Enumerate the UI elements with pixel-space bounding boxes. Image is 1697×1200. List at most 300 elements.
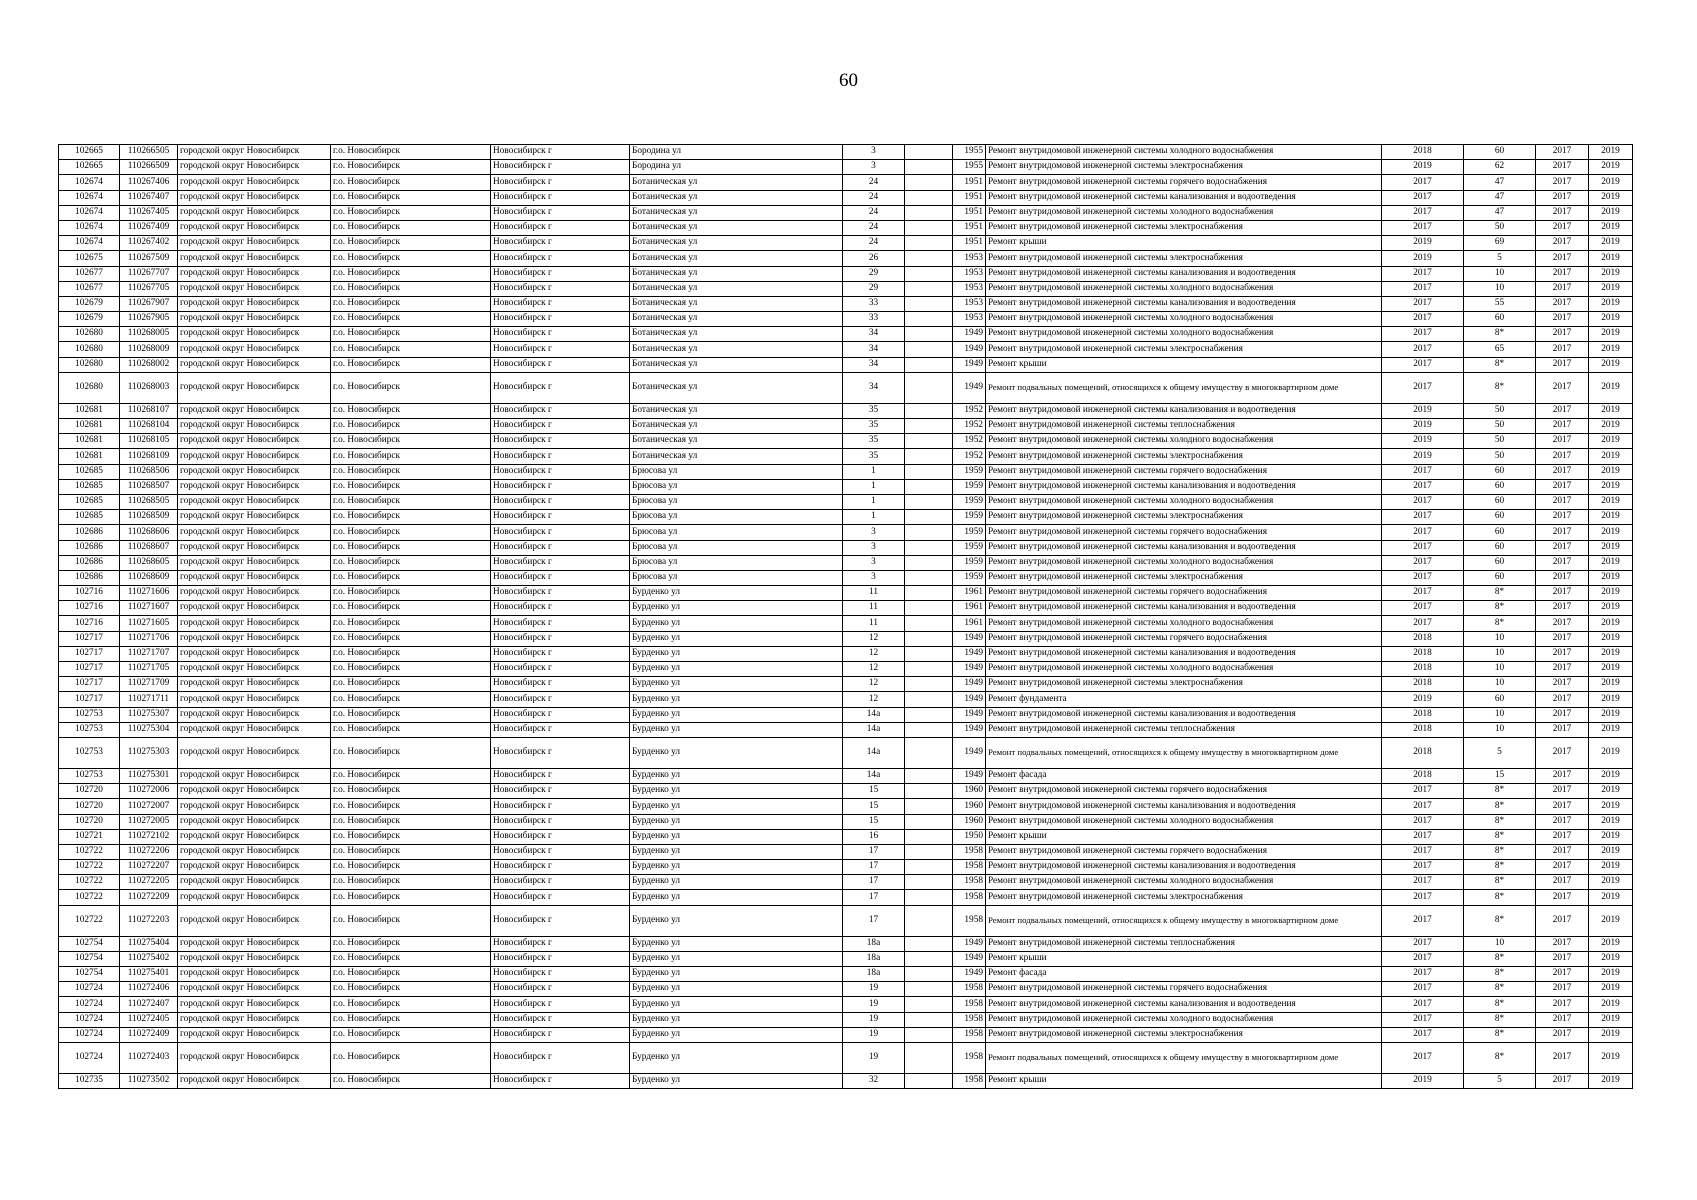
- municipality-cell: городской округ Новосибирск: [178, 494, 331, 509]
- house-number-cell: 34: [843, 372, 905, 403]
- locality-cell: Новосибирск г: [491, 1073, 630, 1088]
- house-number-cell: 14а: [843, 722, 905, 737]
- building-cell: [905, 646, 953, 661]
- planned-year-cell: 2019: [1382, 236, 1464, 251]
- wear-cell: 50: [1464, 449, 1536, 464]
- settlement-cell: г.о. Новосибирск: [331, 768, 491, 783]
- house-number-cell: 17: [843, 905, 905, 936]
- wear-cell: 60: [1464, 692, 1536, 707]
- house-number-cell: 32: [843, 1073, 905, 1088]
- wear-cell: 5: [1464, 251, 1536, 266]
- settlement-cell: г.о. Новосибирск: [331, 449, 491, 464]
- table-body: [59, 145, 1633, 1089]
- construction-year-cell: 1953: [953, 251, 986, 266]
- period-start-cell: 2017: [1536, 905, 1589, 936]
- period-end-cell: 2019: [1589, 494, 1633, 509]
- house-number-cell: 12: [843, 631, 905, 646]
- planned-year-cell: 2017: [1382, 510, 1464, 525]
- planned-year-cell: 2019: [1382, 419, 1464, 434]
- house-id-cell: 102721: [59, 829, 120, 844]
- planned-year-cell: 2017: [1382, 190, 1464, 205]
- object-code-cell: 110268607: [120, 540, 178, 555]
- period-end-cell: 2019: [1589, 616, 1633, 631]
- construction-year-cell: 1958: [953, 860, 986, 875]
- table-row: [59, 327, 1633, 342]
- settlement-cell: г.о. Новосибирск: [331, 1012, 491, 1027]
- settlement-cell: г.о. Новосибирск: [331, 586, 491, 601]
- locality-cell: Новосибирск г: [491, 1012, 630, 1027]
- settlement-cell: г.о. Новосибирск: [331, 982, 491, 997]
- house-number-cell: 3: [843, 145, 905, 160]
- construction-year-cell: 1949: [953, 707, 986, 722]
- house-id-cell: 102680: [59, 357, 120, 372]
- object-code-cell: 110272203: [120, 905, 178, 936]
- municipality-cell: городской округ Новосибирск: [178, 601, 331, 616]
- settlement-cell: г.о. Новосибирск: [331, 190, 491, 205]
- house-id-cell: 102680: [59, 327, 120, 342]
- object-code-cell: 110272407: [120, 997, 178, 1012]
- municipality-cell: городской округ Новосибирск: [178, 997, 331, 1012]
- street-cell: Бурденко ул: [630, 722, 843, 737]
- construction-year-cell: 1952: [953, 434, 986, 449]
- settlement-cell: г.о. Новосибирск: [331, 555, 491, 570]
- municipality-cell: городской округ Новосибирск: [178, 905, 331, 936]
- period-end-cell: 2019: [1589, 419, 1633, 434]
- municipality-cell: городской округ Новосибирск: [178, 357, 331, 372]
- planned-year-cell: 2019: [1382, 434, 1464, 449]
- locality-cell: Новосибирск г: [491, 236, 630, 251]
- house-number-cell: 17: [843, 844, 905, 859]
- wear-cell: 8*: [1464, 860, 1536, 875]
- house-id-cell: 102674: [59, 236, 120, 251]
- municipality-cell: городской округ Новосибирск: [178, 951, 331, 966]
- building-cell: [905, 1073, 953, 1088]
- locality-cell: Новосибирск г: [491, 205, 630, 220]
- construction-year-cell: 1951: [953, 220, 986, 235]
- work-type-cell: Ремонт внутридомовой инженерной системы электроснабжения: [986, 220, 1382, 235]
- house-id-cell: 102681: [59, 434, 120, 449]
- work-type-cell: Ремонт внутридомовой инженерной системы электроснабжения: [986, 251, 1382, 266]
- building-cell: [905, 175, 953, 190]
- house-id-cell: 102677: [59, 266, 120, 281]
- table-row: [59, 434, 1633, 449]
- wear-cell: 5: [1464, 737, 1536, 768]
- house-id-cell: 102724: [59, 1012, 120, 1027]
- house-id-cell: 102685: [59, 464, 120, 479]
- building-cell: [905, 205, 953, 220]
- object-code-cell: 110271606: [120, 586, 178, 601]
- planned-year-cell: 2017: [1382, 860, 1464, 875]
- planned-year-cell: 2017: [1382, 997, 1464, 1012]
- building-cell: [905, 601, 953, 616]
- house-number-cell: 1: [843, 479, 905, 494]
- construction-year-cell: 1951: [953, 236, 986, 251]
- construction-year-cell: 1958: [953, 875, 986, 890]
- house-id-cell: 102681: [59, 449, 120, 464]
- house-id-cell: 102681: [59, 403, 120, 418]
- period-start-cell: 2017: [1536, 266, 1589, 281]
- settlement-cell: г.о. Новосибирск: [331, 145, 491, 160]
- wear-cell: 8*: [1464, 327, 1536, 342]
- street-cell: Бурденко ул: [630, 844, 843, 859]
- object-code-cell: 110268104: [120, 419, 178, 434]
- period-end-cell: 2019: [1589, 403, 1633, 418]
- municipality-cell: городской округ Новосибирск: [178, 464, 331, 479]
- house-id-cell: 102720: [59, 784, 120, 799]
- house-id-cell: 102753: [59, 707, 120, 722]
- house-id-cell: 102665: [59, 145, 120, 160]
- locality-cell: Новосибирск г: [491, 601, 630, 616]
- municipality-cell: городской округ Новосибирск: [178, 784, 331, 799]
- building-cell: [905, 281, 953, 296]
- construction-year-cell: 1949: [953, 951, 986, 966]
- table-row: [59, 1027, 1633, 1042]
- work-type-cell: Ремонт внутридомовой инженерной системы горячего водоснабжения: [986, 844, 1382, 859]
- settlement-cell: г.о. Новосибирск: [331, 510, 491, 525]
- construction-year-cell: 1949: [953, 692, 986, 707]
- work-type-cell: Ремонт крыши: [986, 829, 1382, 844]
- locality-cell: Новосибирск г: [491, 327, 630, 342]
- building-cell: [905, 722, 953, 737]
- locality-cell: Новосибирск г: [491, 570, 630, 585]
- building-cell: [905, 829, 953, 844]
- work-type-cell: Ремонт внутридомовой инженерной системы теплоснабжения: [986, 419, 1382, 434]
- building-cell: [905, 220, 953, 235]
- locality-cell: Новосибирск г: [491, 677, 630, 692]
- planned-year-cell: 2017: [1382, 296, 1464, 311]
- work-type-cell: Ремонт фасада: [986, 768, 1382, 783]
- building-cell: [905, 982, 953, 997]
- settlement-cell: г.о. Новосибирск: [331, 936, 491, 951]
- object-code-cell: 110268509: [120, 510, 178, 525]
- street-cell: Брюсова ул: [630, 510, 843, 525]
- settlement-cell: г.о. Новосибирск: [331, 403, 491, 418]
- house-id-cell: 102686: [59, 525, 120, 540]
- building-cell: [905, 875, 953, 890]
- wear-cell: 60: [1464, 145, 1536, 160]
- period-end-cell: 2019: [1589, 860, 1633, 875]
- object-code-cell: 110272007: [120, 799, 178, 814]
- locality-cell: Новосибирск г: [491, 860, 630, 875]
- building-cell: [905, 419, 953, 434]
- building-cell: [905, 570, 953, 585]
- table-row: [59, 220, 1633, 235]
- period-end-cell: 2019: [1589, 737, 1633, 768]
- house-id-cell: 102716: [59, 586, 120, 601]
- house-number-cell: 33: [843, 312, 905, 327]
- settlement-cell: г.о. Новосибирск: [331, 251, 491, 266]
- wear-cell: 8*: [1464, 616, 1536, 631]
- municipality-cell: городской округ Новосибирск: [178, 555, 331, 570]
- settlement-cell: г.о. Новосибирск: [331, 951, 491, 966]
- building-cell: [905, 936, 953, 951]
- construction-year-cell: 1951: [953, 205, 986, 220]
- table-row: [59, 586, 1633, 601]
- settlement-cell: г.о. Новосибирск: [331, 784, 491, 799]
- work-type-cell: Ремонт внутридомовой инженерной системы холодного водоснабжения: [986, 145, 1382, 160]
- locality-cell: Новосибирск г: [491, 722, 630, 737]
- planned-year-cell: 2018: [1382, 662, 1464, 677]
- house-number-cell: 24: [843, 205, 905, 220]
- wear-cell: 60: [1464, 525, 1536, 540]
- street-cell: Ботаническая ул: [630, 434, 843, 449]
- street-cell: Бурденко ул: [630, 784, 843, 799]
- wear-cell: 10: [1464, 677, 1536, 692]
- municipality-cell: городской округ Новосибирск: [178, 844, 331, 859]
- municipality-cell: городской округ Новосибирск: [178, 434, 331, 449]
- work-type-cell: Ремонт внутридомовой инженерной системы канализования и водоотведения: [986, 860, 1382, 875]
- house-number-cell: 24: [843, 190, 905, 205]
- street-cell: Ботаническая ул: [630, 372, 843, 403]
- construction-year-cell: 1953: [953, 266, 986, 281]
- period-end-cell: 2019: [1589, 875, 1633, 890]
- wear-cell: 50: [1464, 419, 1536, 434]
- construction-year-cell: 1949: [953, 967, 986, 982]
- work-type-cell: Ремонт внутридомовой инженерной системы холодного водоснабжения: [986, 662, 1382, 677]
- work-type-cell: Ремонт внутридомовой инженерной системы холодного водоснабжения: [986, 312, 1382, 327]
- locality-cell: Новосибирск г: [491, 951, 630, 966]
- locality-cell: Новосибирск г: [491, 419, 630, 434]
- table-row: [59, 1073, 1633, 1088]
- period-end-cell: 2019: [1589, 692, 1633, 707]
- house-number-cell: 18а: [843, 967, 905, 982]
- building-cell: [905, 905, 953, 936]
- period-end-cell: 2019: [1589, 372, 1633, 403]
- object-code-cell: 110268105: [120, 434, 178, 449]
- house-id-cell: 102677: [59, 281, 120, 296]
- construction-year-cell: 1959: [953, 540, 986, 555]
- wear-cell: 10: [1464, 631, 1536, 646]
- municipality-cell: городской округ Новосибирск: [178, 737, 331, 768]
- planned-year-cell: 2018: [1382, 646, 1464, 661]
- table-row: [59, 890, 1633, 905]
- table-row: [59, 829, 1633, 844]
- work-type-cell: Ремонт внутридомовой инженерной системы теплоснабжения: [986, 722, 1382, 737]
- municipality-cell: городской округ Новосибирск: [178, 296, 331, 311]
- locality-cell: Новосибирск г: [491, 737, 630, 768]
- municipality-cell: городской округ Новосибирск: [178, 722, 331, 737]
- locality-cell: Новосибирск г: [491, 175, 630, 190]
- planned-year-cell: 2017: [1382, 1042, 1464, 1073]
- municipality-cell: городской округ Новосибирск: [178, 814, 331, 829]
- work-type-cell: Ремонт внутридомовой инженерной системы холодного водоснабжения: [986, 494, 1382, 509]
- planned-year-cell: 2017: [1382, 799, 1464, 814]
- object-code-cell: 110267406: [120, 175, 178, 190]
- locality-cell: Новосибирск г: [491, 525, 630, 540]
- object-code-cell: 110272205: [120, 875, 178, 890]
- house-number-cell: 24: [843, 220, 905, 235]
- construction-year-cell: 1959: [953, 525, 986, 540]
- house-id-cell: 102754: [59, 951, 120, 966]
- period-start-cell: 2017: [1536, 540, 1589, 555]
- locality-cell: Новосибирск г: [491, 251, 630, 266]
- object-code-cell: 110267407: [120, 190, 178, 205]
- work-type-cell: Ремонт внутридомовой инженерной системы электроснабжения: [986, 342, 1382, 357]
- object-code-cell: 110271605: [120, 616, 178, 631]
- table-row: [59, 997, 1633, 1012]
- building-cell: [905, 692, 953, 707]
- work-type-cell: Ремонт внутридомовой инженерной системы горячего водоснабжения: [986, 586, 1382, 601]
- locality-cell: Новосибирск г: [491, 1042, 630, 1073]
- object-code-cell: 110275304: [120, 722, 178, 737]
- municipality-cell: городской округ Новосибирск: [178, 220, 331, 235]
- period-end-cell: 2019: [1589, 646, 1633, 661]
- table-row: [59, 662, 1633, 677]
- construction-year-cell: 1953: [953, 281, 986, 296]
- planned-year-cell: 2017: [1382, 464, 1464, 479]
- locality-cell: Новосибирск г: [491, 220, 630, 235]
- settlement-cell: г.о. Новосибирск: [331, 875, 491, 890]
- table-row: [59, 768, 1633, 783]
- house-number-cell: 33: [843, 296, 905, 311]
- planned-year-cell: 2019: [1382, 692, 1464, 707]
- work-type-cell: Ремонт внутридомовой инженерной системы канализования и водоотведения: [986, 266, 1382, 281]
- work-type-cell: Ремонт внутридомовой инженерной системы канализования и водоотведения: [986, 601, 1382, 616]
- street-cell: Ботаническая ул: [630, 251, 843, 266]
- municipality-cell: городской округ Новосибирск: [178, 707, 331, 722]
- table-row: [59, 540, 1633, 555]
- street-cell: Бурденко ул: [630, 905, 843, 936]
- table-row: [59, 205, 1633, 220]
- wear-cell: 8*: [1464, 905, 1536, 936]
- object-code-cell: 110275303: [120, 737, 178, 768]
- period-end-cell: 2019: [1589, 160, 1633, 175]
- building-cell: [905, 860, 953, 875]
- municipality-cell: городской округ Новосибирск: [178, 631, 331, 646]
- municipality-cell: городской округ Новосибирск: [178, 860, 331, 875]
- municipality-cell: городской округ Новосибирск: [178, 768, 331, 783]
- house-number-cell: 15: [843, 784, 905, 799]
- table-row: [59, 784, 1633, 799]
- locality-cell: Новосибирск г: [491, 281, 630, 296]
- period-start-cell: 2017: [1536, 190, 1589, 205]
- object-code-cell: 110271709: [120, 677, 178, 692]
- wear-cell: 8*: [1464, 1027, 1536, 1042]
- construction-year-cell: 1951: [953, 175, 986, 190]
- locality-cell: Новосибирск г: [491, 510, 630, 525]
- house-id-cell: 102665: [59, 160, 120, 175]
- period-end-cell: 2019: [1589, 449, 1633, 464]
- construction-year-cell: 1958: [953, 997, 986, 1012]
- settlement-cell: г.о. Новосибирск: [331, 434, 491, 449]
- street-cell: Бурденко ул: [630, 692, 843, 707]
- street-cell: Ботаническая ул: [630, 296, 843, 311]
- period-end-cell: 2019: [1589, 601, 1633, 616]
- period-start-cell: 2017: [1536, 312, 1589, 327]
- period-start-cell: 2017: [1536, 145, 1589, 160]
- planned-year-cell: 2017: [1382, 342, 1464, 357]
- street-cell: Бурденко ул: [630, 662, 843, 677]
- locality-cell: Новосибирск г: [491, 266, 630, 281]
- planned-year-cell: 2017: [1382, 875, 1464, 890]
- table-row: [59, 555, 1633, 570]
- house-id-cell: 102685: [59, 510, 120, 525]
- street-cell: Ботаническая ул: [630, 190, 843, 205]
- construction-year-cell: 1958: [953, 1012, 986, 1027]
- construction-year-cell: 1949: [953, 722, 986, 737]
- construction-year-cell: 1949: [953, 342, 986, 357]
- table-row: [59, 357, 1633, 372]
- period-start-cell: 2017: [1536, 707, 1589, 722]
- locality-cell: Новосибирск г: [491, 540, 630, 555]
- period-end-cell: 2019: [1589, 631, 1633, 646]
- house-number-cell: 26: [843, 251, 905, 266]
- work-type-cell: Ремонт подвальных помещений, относящихся к общему имуществу в многоквартирном доме: [986, 1042, 1382, 1073]
- period-start-cell: 2017: [1536, 1042, 1589, 1073]
- settlement-cell: г.о. Новосибирск: [331, 829, 491, 844]
- period-start-cell: 2017: [1536, 982, 1589, 997]
- period-end-cell: 2019: [1589, 890, 1633, 905]
- municipality-cell: городской округ Новосибирск: [178, 936, 331, 951]
- table-row: [59, 905, 1633, 936]
- municipality-cell: городской округ Новосибирск: [178, 1073, 331, 1088]
- work-type-cell: Ремонт внутридомовой инженерной системы канализования и водоотведения: [986, 190, 1382, 205]
- object-code-cell: 110267707: [120, 266, 178, 281]
- period-end-cell: 2019: [1589, 145, 1633, 160]
- house-number-cell: 12: [843, 692, 905, 707]
- table-row: [59, 692, 1633, 707]
- settlement-cell: г.о. Новосибирск: [331, 266, 491, 281]
- locality-cell: Новосибирск г: [491, 662, 630, 677]
- house-number-cell: 3: [843, 570, 905, 585]
- work-type-cell: Ремонт внутридомовой инженерной системы холодного водоснабжения: [986, 205, 1382, 220]
- settlement-cell: г.о. Новосибирск: [331, 677, 491, 692]
- period-end-cell: 2019: [1589, 967, 1633, 982]
- locality-cell: Новосибирск г: [491, 631, 630, 646]
- street-cell: Брюсова ул: [630, 494, 843, 509]
- wear-cell: 8*: [1464, 586, 1536, 601]
- object-code-cell: 110272209: [120, 890, 178, 905]
- construction-year-cell: 1958: [953, 982, 986, 997]
- work-type-cell: Ремонт внутридомовой инженерной системы электроснабжения: [986, 449, 1382, 464]
- house-id-cell: 102722: [59, 860, 120, 875]
- municipality-cell: городской округ Новосибирск: [178, 1042, 331, 1073]
- house-id-cell: 102674: [59, 205, 120, 220]
- work-type-cell: Ремонт внутридомовой инженерной системы горячего водоснабжения: [986, 784, 1382, 799]
- house-number-cell: 1: [843, 494, 905, 509]
- house-id-cell: 102679: [59, 312, 120, 327]
- building-cell: [905, 510, 953, 525]
- work-type-cell: Ремонт внутридомовой инженерной системы канализования и водоотведения: [986, 707, 1382, 722]
- work-type-cell: Ремонт внутридомовой инженерной системы холодного водоснабжения: [986, 814, 1382, 829]
- period-end-cell: 2019: [1589, 951, 1633, 966]
- table-row: [59, 722, 1633, 737]
- period-start-cell: 2017: [1536, 586, 1589, 601]
- period-start-cell: 2017: [1536, 1012, 1589, 1027]
- work-type-cell: Ремонт крыши: [986, 357, 1382, 372]
- planned-year-cell: 2017: [1382, 327, 1464, 342]
- table-row: [59, 737, 1633, 768]
- period-end-cell: 2019: [1589, 190, 1633, 205]
- house-number-cell: 16: [843, 829, 905, 844]
- construction-year-cell: 1959: [953, 510, 986, 525]
- construction-year-cell: 1949: [953, 936, 986, 951]
- table-row: [59, 312, 1633, 327]
- object-code-cell: 110267405: [120, 205, 178, 220]
- house-id-cell: 102753: [59, 722, 120, 737]
- work-type-cell: Ремонт внутридомовой инженерной системы электроснабжения: [986, 160, 1382, 175]
- building-cell: [905, 190, 953, 205]
- settlement-cell: г.о. Новосибирск: [331, 175, 491, 190]
- planned-year-cell: 2017: [1382, 814, 1464, 829]
- locality-cell: Новосибирск г: [491, 586, 630, 601]
- municipality-cell: городской округ Новосибирск: [178, 1012, 331, 1027]
- house-id-cell: 102724: [59, 997, 120, 1012]
- house-id-cell: 102722: [59, 890, 120, 905]
- locality-cell: Новосибирск г: [491, 646, 630, 661]
- locality-cell: Новосибирск г: [491, 296, 630, 311]
- period-end-cell: 2019: [1589, 1042, 1633, 1073]
